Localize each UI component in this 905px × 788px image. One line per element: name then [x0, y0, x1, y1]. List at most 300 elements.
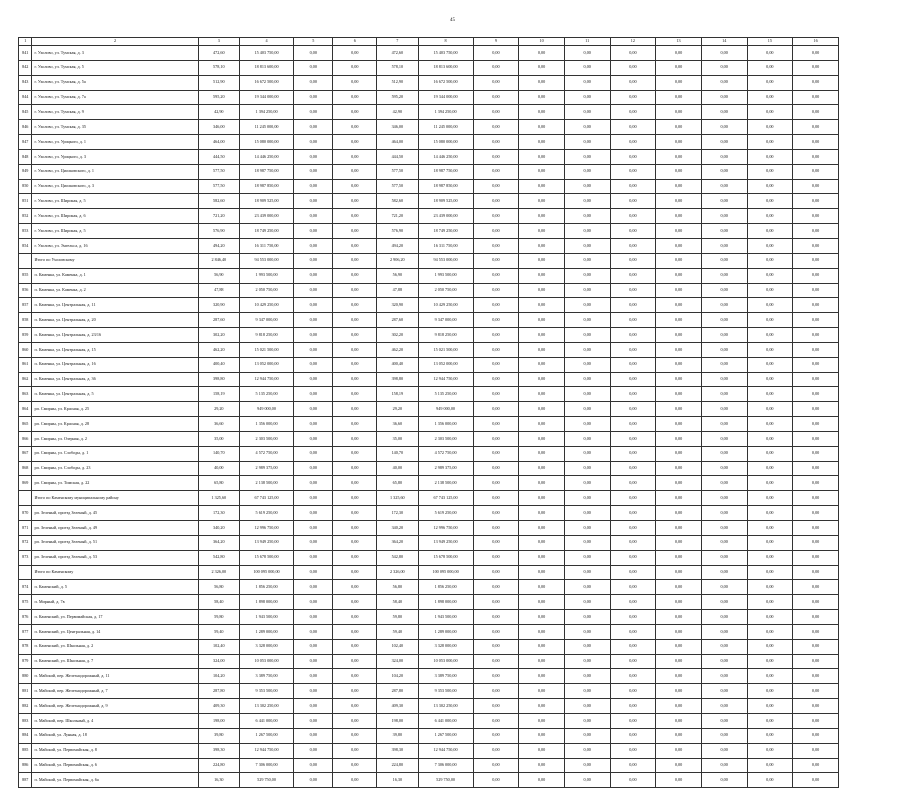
value-cell: 0,00 — [610, 75, 656, 90]
value-cell: 0,00 — [747, 491, 793, 506]
value-cell: 0,00 — [294, 268, 333, 283]
value-cell: 0,00 — [333, 105, 377, 120]
value-cell: 0,00 — [701, 328, 747, 343]
area-cell: 65,80 — [377, 476, 419, 491]
value-cell: 0,00 — [564, 313, 610, 328]
row-number-cell: 886 — [19, 758, 32, 773]
value-cell: 0,00 — [519, 624, 565, 639]
value-cell: 0,00 — [333, 135, 377, 150]
table-row — [19, 402, 839, 417]
value-cell: 0,00 — [656, 595, 702, 610]
cost-cell: 9 347 000,00 — [418, 313, 473, 328]
value-cell: 0,00 — [701, 46, 747, 61]
value-cell: 0,00 — [656, 387, 702, 402]
value-cell: 0,00 — [473, 684, 519, 699]
value-cell: 0,00 — [519, 209, 565, 224]
value-cell: 0,00 — [294, 149, 333, 164]
cost-cell: 949 000,00 — [418, 402, 473, 417]
cost-cell: 9 818 250,00 — [240, 328, 294, 343]
value-cell: 0,00 — [333, 580, 377, 595]
value-cell: 0,00 — [564, 357, 610, 372]
value-cell: 0,00 — [333, 535, 377, 550]
value-cell: 0,00 — [564, 75, 610, 90]
area-cell: 472,60 — [377, 46, 419, 61]
value-cell: 0,00 — [701, 194, 747, 209]
value-cell: 0,00 — [473, 253, 519, 268]
value-cell: 0,00 — [610, 387, 656, 402]
value-cell: 0,00 — [793, 387, 839, 402]
value-cell: 0,00 — [294, 179, 333, 194]
address-cell: п. Каменка, ул. Центральная, д. 20 — [32, 313, 198, 328]
area-cell: 346,00 — [377, 120, 419, 135]
area-cell: 59,40 — [377, 624, 419, 639]
cost-cell: 2 989 375,00 — [418, 461, 473, 476]
address-cell: п. Каменский, ул. Центральная, д. 14 — [32, 624, 198, 639]
value-cell: 0,00 — [519, 639, 565, 654]
value-cell: 0,00 — [473, 610, 519, 625]
value-cell: 0,00 — [333, 417, 377, 432]
value-cell: 0,00 — [473, 535, 519, 550]
value-cell: 0,00 — [519, 357, 565, 372]
value-cell: 0,00 — [564, 268, 610, 283]
column-header: 4 — [240, 38, 294, 46]
value-cell: 0,00 — [294, 209, 333, 224]
cost-cell: 5 619 250,00 — [418, 506, 473, 521]
row-number-cell: 875 — [19, 595, 32, 610]
value-cell: 0,00 — [564, 105, 610, 120]
address-cell: п. Каменка, ул. Центральная, д. 15 — [32, 342, 198, 357]
value-cell: 0,00 — [473, 372, 519, 387]
value-cell: 0,00 — [610, 610, 656, 625]
cost-cell: 6 441 000,00 — [240, 713, 294, 728]
cost-cell: 1 356 000,00 — [418, 417, 473, 432]
value-cell: 0,00 — [701, 313, 747, 328]
cost-cell: 6 441 000,00 — [418, 713, 473, 728]
area-cell: 409,30 — [377, 699, 419, 714]
value-cell: 0,00 — [294, 164, 333, 179]
value-cell: 0,00 — [564, 446, 610, 461]
value-cell: 0,00 — [747, 194, 793, 209]
table-row — [19, 238, 839, 253]
row-number-cell — [19, 253, 32, 268]
value-cell: 0,00 — [333, 506, 377, 521]
area-cell: 340,20 — [377, 521, 419, 536]
value-cell: 0,00 — [519, 773, 565, 788]
value-cell: 0,00 — [793, 654, 839, 669]
row-number-cell: 876 — [19, 610, 32, 625]
cost-cell: 7 306 000,00 — [418, 758, 473, 773]
value-cell: 0,00 — [519, 135, 565, 150]
value-cell: 0,00 — [747, 461, 793, 476]
value-cell: 0,00 — [793, 283, 839, 298]
value-cell: 0,00 — [747, 758, 793, 773]
cost-cell: 67 743 125,00 — [418, 491, 473, 506]
value-cell: 0,00 — [294, 313, 333, 328]
value-cell: 0,00 — [747, 357, 793, 372]
area-cell: 104,20 — [377, 669, 419, 684]
value-cell: 0,00 — [473, 669, 519, 684]
cost-cell: 67 743 125,00 — [240, 491, 294, 506]
cost-cell: 16 672 500,00 — [240, 75, 294, 90]
value-cell: 0,00 — [701, 164, 747, 179]
area-cell: 56,90 — [198, 268, 240, 283]
row-number-cell: 850 — [19, 179, 32, 194]
value-cell: 0,00 — [519, 550, 565, 565]
value-cell: 0,00 — [519, 372, 565, 387]
value-cell: 0,00 — [610, 699, 656, 714]
address-cell: г. Ухолово, ул. Тумская, д. 9 — [32, 105, 198, 120]
table-row — [19, 521, 839, 536]
value-cell: 0,00 — [564, 743, 610, 758]
value-cell: 0,00 — [519, 699, 565, 714]
value-cell: 0,00 — [656, 46, 702, 61]
value-cell: 0,00 — [793, 268, 839, 283]
value-cell: 0,00 — [610, 313, 656, 328]
value-cell: 0,00 — [333, 298, 377, 313]
value-cell: 0,00 — [610, 595, 656, 610]
area-cell: 102,40 — [198, 639, 240, 654]
value-cell: 0,00 — [701, 342, 747, 357]
cost-cell: 18 909 525,00 — [240, 194, 294, 209]
table-row — [19, 461, 839, 476]
table-row — [19, 654, 839, 669]
area-cell: 224,80 — [198, 758, 240, 773]
address-cell: п. Каменка, ул. Каменка, д. 2 — [32, 283, 198, 298]
value-cell: 0,00 — [294, 417, 333, 432]
value-cell: 0,00 — [656, 728, 702, 743]
address-cell: п. Каменка, ул. Центральная, д. 23/16 — [32, 328, 198, 343]
value-cell: 0,00 — [564, 179, 610, 194]
table-row — [19, 46, 839, 61]
cost-cell: 15 080 000,00 — [418, 135, 473, 150]
value-cell: 0,00 — [333, 194, 377, 209]
table-row — [19, 624, 839, 639]
address-cell: Итого по Ухоловскому — [32, 253, 198, 268]
area-cell: 2 906,20 — [377, 253, 419, 268]
value-cell: 0,00 — [564, 506, 610, 521]
address-cell: п. Каменка, ул. Центральная, д. 36 — [32, 372, 198, 387]
area-cell: 464,00 — [198, 135, 240, 150]
value-cell: 0,00 — [793, 595, 839, 610]
value-cell: 0,00 — [473, 446, 519, 461]
value-cell: 0,00 — [610, 60, 656, 75]
value-cell: 0,00 — [294, 550, 333, 565]
value-cell: 0,00 — [610, 224, 656, 239]
value-cell: 0,00 — [701, 357, 747, 372]
value-cell: 0,00 — [701, 268, 747, 283]
value-cell: 0,00 — [793, 624, 839, 639]
row-number-cell: 843 — [19, 75, 32, 90]
value-cell: 0,00 — [473, 298, 519, 313]
cost-cell: 12 996 750,00 — [418, 521, 473, 536]
cost-cell: 16 311 750,00 — [418, 238, 473, 253]
value-cell: 0,00 — [294, 283, 333, 298]
value-cell: 0,00 — [656, 535, 702, 550]
address-cell: г. Ухолово, ул. Циолковского, д. 1 — [32, 164, 198, 179]
value-cell: 0,00 — [701, 506, 747, 521]
value-cell: 0,00 — [473, 149, 519, 164]
value-cell: 0,00 — [793, 60, 839, 75]
value-cell: 0,00 — [656, 743, 702, 758]
row-number-cell: 841 — [19, 46, 32, 61]
value-cell: 0,00 — [333, 253, 377, 268]
cost-cell: 13 949 250,00 — [240, 535, 294, 550]
value-cell: 0,00 — [610, 550, 656, 565]
value-cell: 0,00 — [473, 654, 519, 669]
value-cell: 0,00 — [519, 491, 565, 506]
area-cell: 398,80 — [377, 372, 419, 387]
value-cell: 0,00 — [473, 194, 519, 209]
value-cell: 0,00 — [294, 194, 333, 209]
value-cell: 0,00 — [519, 387, 565, 402]
value-cell: 0,00 — [747, 105, 793, 120]
value-cell: 0,00 — [610, 491, 656, 506]
row-number-cell: 877 — [19, 624, 32, 639]
column-header: 6 — [333, 38, 377, 46]
row-number-cell: 865 — [19, 417, 32, 432]
area-cell: 340,20 — [198, 521, 240, 536]
value-cell: 0,00 — [701, 60, 747, 75]
address-cell: г. Ухолово, ул. Тумская, д. 5 — [32, 60, 198, 75]
table-row — [19, 313, 839, 328]
cost-cell: 1 856 250,00 — [418, 580, 473, 595]
value-cell: 0,00 — [793, 639, 839, 654]
address-cell: рп. Смирны, ул. Слободы, д. 23 — [32, 461, 198, 476]
cost-cell: 13 052 000,00 — [240, 357, 294, 372]
value-cell: 0,00 — [564, 238, 610, 253]
value-cell: 0,00 — [793, 728, 839, 743]
value-cell: 0,00 — [793, 105, 839, 120]
value-cell: 0,00 — [656, 669, 702, 684]
value-cell: 0,00 — [564, 298, 610, 313]
value-cell: 0,00 — [701, 209, 747, 224]
value-cell: 0,00 — [701, 120, 747, 135]
value-cell: 0,00 — [519, 328, 565, 343]
row-number-cell: 873 — [19, 550, 32, 565]
value-cell: 0,00 — [519, 179, 565, 194]
value-cell: 0,00 — [656, 402, 702, 417]
table-row — [19, 713, 839, 728]
value-cell: 0,00 — [564, 417, 610, 432]
value-cell: 0,00 — [564, 135, 610, 150]
value-cell: 0,00 — [610, 209, 656, 224]
value-cell: 0,00 — [701, 417, 747, 432]
value-cell: 0,00 — [294, 669, 333, 684]
column-header: 1 — [19, 38, 32, 46]
address-cell: г. Ухолово, ул. Энгельса, д. 16 — [32, 238, 198, 253]
cost-cell: 12 944 750,00 — [240, 372, 294, 387]
value-cell: 0,00 — [610, 684, 656, 699]
area-cell: 287,80 — [377, 684, 419, 699]
value-cell: 0,00 — [473, 238, 519, 253]
value-cell: 0,00 — [701, 595, 747, 610]
value-cell: 0,00 — [610, 654, 656, 669]
cost-cell: 7 306 000,00 — [240, 758, 294, 773]
value-cell: 0,00 — [747, 60, 793, 75]
value-cell: 0,00 — [656, 238, 702, 253]
value-cell: 0,00 — [564, 60, 610, 75]
value-cell: 0,00 — [333, 164, 377, 179]
value-cell: 0,00 — [294, 372, 333, 387]
cost-cell: 10 429 250,00 — [240, 298, 294, 313]
value-cell: 0,00 — [701, 372, 747, 387]
value-cell: 0,00 — [793, 46, 839, 61]
cost-cell: 9 818 250,00 — [418, 328, 473, 343]
value-cell: 0,00 — [656, 328, 702, 343]
value-cell: 0,00 — [747, 46, 793, 61]
value-cell: 0,00 — [473, 565, 519, 580]
value-cell: 0,00 — [793, 402, 839, 417]
area-cell: 287,80 — [198, 684, 240, 699]
address-cell: г. Ухолово, ул. Урицкого, д. 3 — [32, 149, 198, 164]
cost-cell: 15 080 000,00 — [240, 135, 294, 150]
cost-cell: 18 987 850,00 — [240, 179, 294, 194]
value-cell: 0,00 — [610, 253, 656, 268]
row-number-cell: 861 — [19, 357, 32, 372]
value-cell: 0,00 — [793, 75, 839, 90]
cost-cell: 3 389 750,00 — [240, 669, 294, 684]
table-row — [19, 135, 839, 150]
area-cell: 578,10 — [198, 60, 240, 75]
value-cell: 0,00 — [294, 75, 333, 90]
value-cell: 0,00 — [793, 684, 839, 699]
area-cell: 409,30 — [198, 699, 240, 714]
value-cell: 0,00 — [564, 491, 610, 506]
value-cell: 0,00 — [333, 209, 377, 224]
page-number: 45 — [450, 18, 455, 23]
cost-cell: 1 394 250,00 — [418, 105, 473, 120]
table-row — [19, 684, 839, 699]
value-cell: 0,00 — [473, 135, 519, 150]
value-cell: 0,00 — [793, 298, 839, 313]
value-cell: 0,00 — [519, 46, 565, 61]
area-cell: 36,60 — [198, 417, 240, 432]
value-cell: 0,00 — [473, 283, 519, 298]
value-cell: 0,00 — [333, 699, 377, 714]
value-cell: 0,00 — [610, 46, 656, 61]
value-cell: 0,00 — [333, 342, 377, 357]
value-cell: 0,00 — [656, 521, 702, 536]
value-cell: 0,00 — [747, 773, 793, 788]
table-row — [19, 298, 839, 313]
area-cell: 158,19 — [198, 387, 240, 402]
value-cell: 0,00 — [519, 90, 565, 105]
cost-cell: 100 095 000,00 — [418, 565, 473, 580]
cost-cell: 1 943 500,00 — [418, 610, 473, 625]
value-cell: 0,00 — [701, 535, 747, 550]
row-number-cell: 855 — [19, 268, 32, 283]
value-cell: 0,00 — [473, 179, 519, 194]
area-cell: 577,50 — [377, 179, 419, 194]
value-cell: 0,00 — [701, 758, 747, 773]
value-cell: 0,00 — [701, 773, 747, 788]
table-row — [19, 595, 839, 610]
cost-cell: 1 898 000,00 — [240, 595, 294, 610]
value-cell: 0,00 — [793, 610, 839, 625]
value-cell: 0,00 — [473, 491, 519, 506]
area-cell: 42,90 — [198, 105, 240, 120]
row-number-cell: 858 — [19, 313, 32, 328]
cost-cell: 1 289 000,00 — [240, 624, 294, 639]
value-cell: 0,00 — [793, 758, 839, 773]
value-cell: 0,00 — [656, 372, 702, 387]
value-cell: 0,00 — [333, 149, 377, 164]
value-cell: 0,00 — [793, 253, 839, 268]
table-row — [19, 90, 839, 105]
value-cell: 0,00 — [294, 224, 333, 239]
value-cell: 0,00 — [564, 654, 610, 669]
value-cell: 0,00 — [333, 90, 377, 105]
value-cell: 0,00 — [747, 298, 793, 313]
row-number-cell — [19, 491, 32, 506]
value-cell: 0,00 — [793, 90, 839, 105]
value-cell: 0,00 — [294, 120, 333, 135]
value-cell: 0,00 — [473, 268, 519, 283]
cost-cell: 10 053 000,00 — [240, 654, 294, 669]
address-cell: рп. Смирны, ул. Озерная, д. 2 — [32, 431, 198, 446]
area-cell: 59,80 — [198, 610, 240, 625]
value-cell: 0,00 — [564, 684, 610, 699]
table-row — [19, 120, 839, 135]
value-cell: 0,00 — [747, 506, 793, 521]
value-cell: 0,00 — [473, 328, 519, 343]
value-cell: 0,00 — [473, 75, 519, 90]
cost-cell: 12 996 750,00 — [240, 521, 294, 536]
address-cell: п. Каменский, ул. Школьная, д. 7 — [32, 654, 198, 669]
value-cell: 0,00 — [747, 209, 793, 224]
address-cell: рп. Смирны, ул. Красная, д. 25 — [32, 402, 198, 417]
value-cell: 0,00 — [519, 506, 565, 521]
value-cell: 0,00 — [564, 610, 610, 625]
cost-cell: 1 856 250,00 — [240, 580, 294, 595]
area-cell: 494,20 — [377, 238, 419, 253]
value-cell: 0,00 — [701, 135, 747, 150]
address-cell: п. Каменский, ул. Первомайская, д. 17 — [32, 610, 198, 625]
value-cell: 0,00 — [747, 238, 793, 253]
cost-cell: 1 943 500,00 — [240, 610, 294, 625]
table-row — [19, 328, 839, 343]
value-cell: 0,00 — [333, 328, 377, 343]
value-cell: 0,00 — [294, 624, 333, 639]
value-cell: 0,00 — [701, 713, 747, 728]
area-cell: 16,30 — [198, 773, 240, 788]
value-cell: 0,00 — [656, 773, 702, 788]
value-cell: 0,00 — [473, 624, 519, 639]
value-cell: 0,00 — [793, 224, 839, 239]
column-header: 9 — [473, 38, 519, 46]
area-cell: 56,80 — [377, 580, 419, 595]
row-number-cell: 851 — [19, 194, 32, 209]
value-cell: 0,00 — [656, 60, 702, 75]
value-cell: 0,00 — [747, 535, 793, 550]
area-cell: 542,80 — [377, 550, 419, 565]
area-cell: 462,20 — [377, 342, 419, 357]
value-cell: 0,00 — [564, 402, 610, 417]
table-row — [19, 639, 839, 654]
area-cell: 172,30 — [198, 506, 240, 521]
value-cell: 0,00 — [701, 624, 747, 639]
area-cell: 595,20 — [377, 90, 419, 105]
address-cell: г. Ухолово, ул. Тумская, д. 7а — [32, 90, 198, 105]
address-cell: г. Ухолово, ул. Широкая, д. 5 — [32, 194, 198, 209]
value-cell: 0,00 — [793, 773, 839, 788]
address-cell: Итого по Каменскому — [32, 565, 198, 580]
table-row — [19, 149, 839, 164]
value-cell: 0,00 — [701, 728, 747, 743]
table-row — [19, 179, 839, 194]
value-cell: 0,00 — [656, 105, 702, 120]
cost-cell: 1 267 500,00 — [418, 728, 473, 743]
